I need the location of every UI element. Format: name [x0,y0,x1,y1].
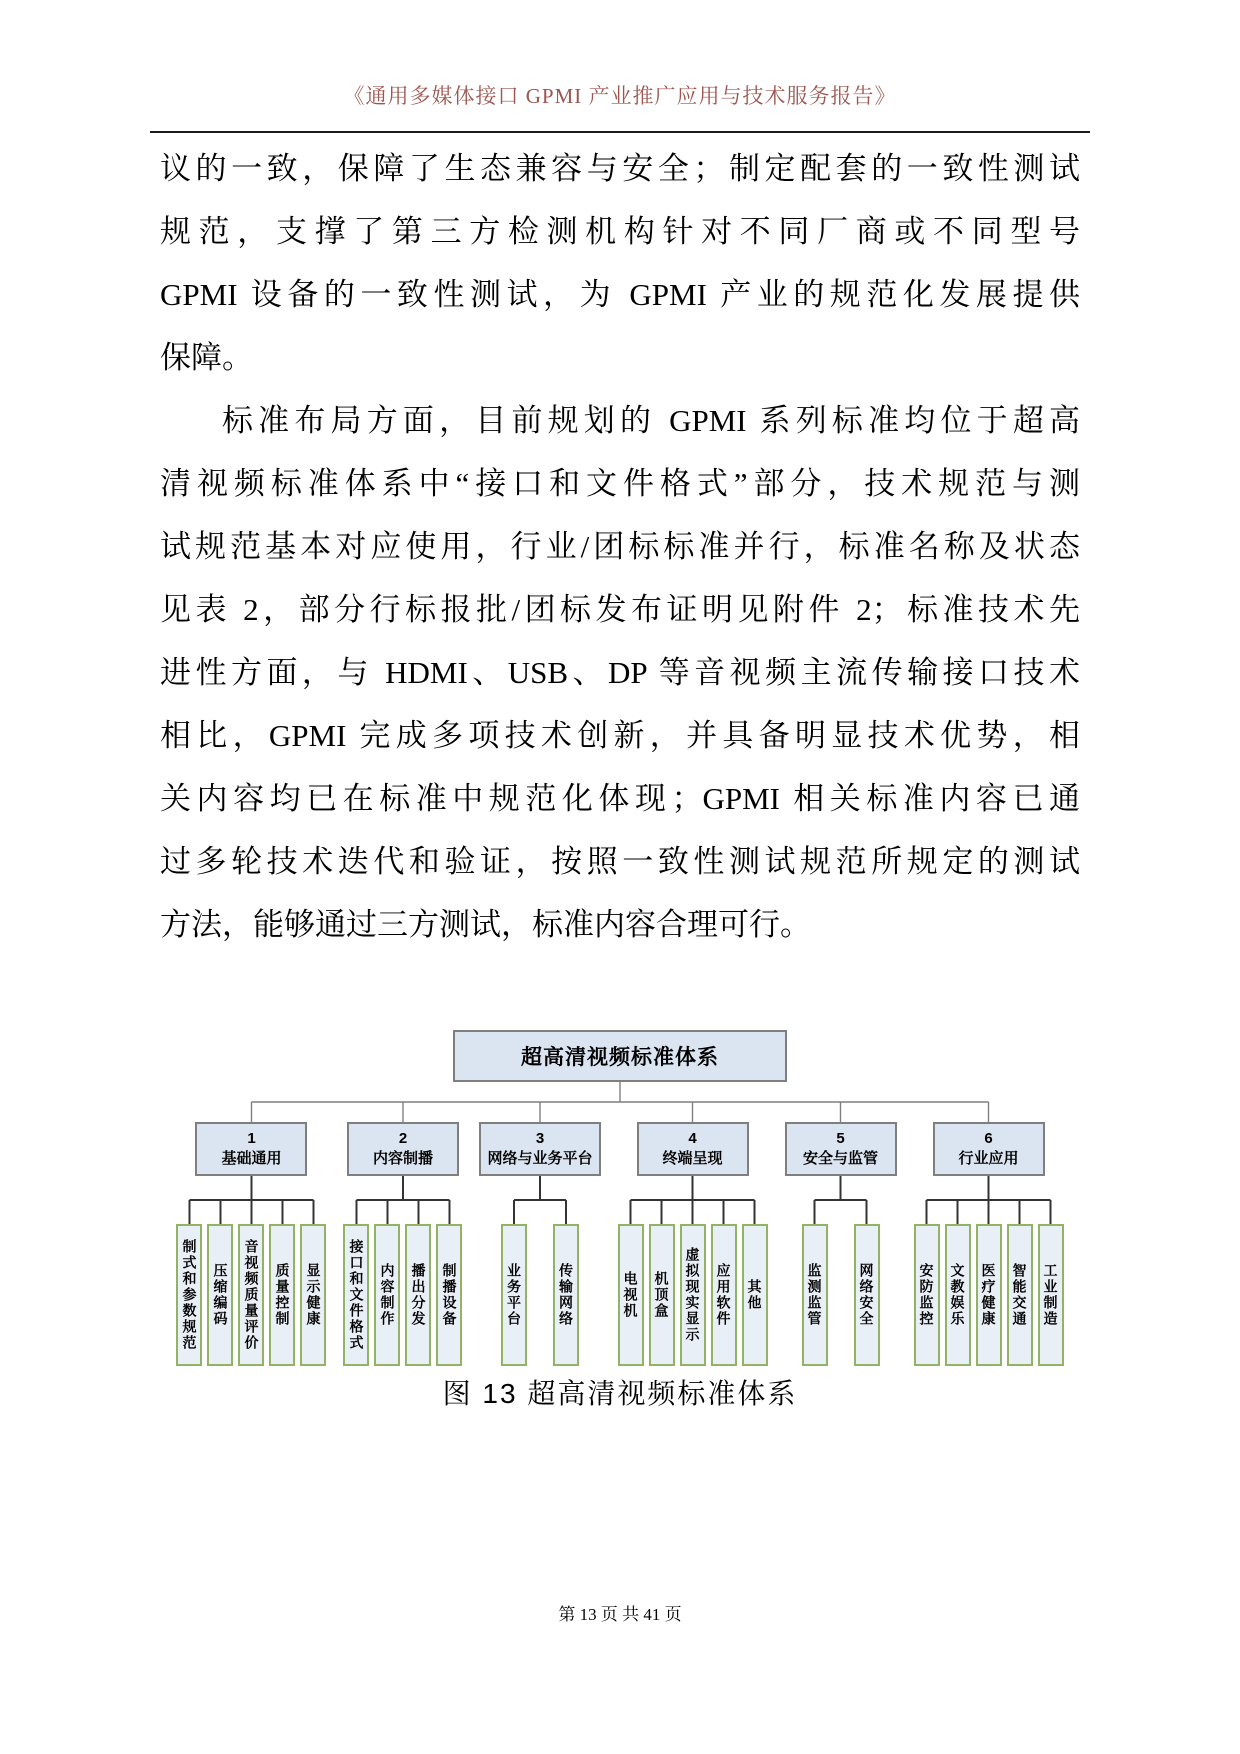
diagram-root-box: 超高清视频标准体系 [453,1030,787,1082]
diagram-category-box [637,1122,749,1176]
diagram-leaf-box: 传输网络 [553,1224,579,1366]
diagram-leaf-row [343,1224,462,1366]
diagram-leaf-box: 播出分发 [405,1224,431,1366]
diagram-leaf-box: 电视机 [618,1224,644,1366]
diagram-leaf-box: 显示健康 [300,1224,326,1366]
diagram-leaf-box: 监测监管 [802,1224,828,1366]
diagram-leaf-row [914,1224,1064,1366]
body-text-line: 方法，能够通过三方测试，标准内容合理可行。 [160,907,811,942]
category-label: 网络与业务平台 [487,1150,593,1167]
diagram-leaf-box: 制式和参数规范 [176,1224,202,1366]
diagram-leaf-box: 网络安全 [854,1224,880,1366]
diagram-category-box [195,1122,307,1176]
diagram-category-box [933,1122,1045,1176]
diagram-leaf-box: 压缩编码 [207,1224,233,1366]
diagram-leaf-box: 应用软件 [711,1224,737,1366]
category-label: 内容制播 [372,1150,433,1167]
diagram-leaf-box: 工业制造 [1038,1224,1064,1366]
diagram-groups [0,1122,1240,1366]
diagram-group [914,1122,1064,1366]
body-text-line: 保障。 [160,340,253,375]
category-number: 3 [535,1130,545,1147]
body-text-line: 标准布局方面，目前规划的 GPMI 系列标准均位于超高 [222,403,1080,438]
diagram-leaf-box: 医疗健康 [976,1224,1002,1366]
category-label: 基础通用 [221,1150,282,1167]
diagram-leaf-row [501,1224,579,1366]
diagram-leaf-box: 虚拟现实显示 [680,1224,706,1366]
diagram-leaf-box: 智能交通 [1007,1224,1033,1366]
category-number: 1 [247,1130,256,1147]
body-text-line: 规范，支撑了第三方检测机构针对不同厂商或不同型号 [160,214,1080,249]
diagram-group [176,1122,326,1366]
body-text-line: 见表 2，部分行标报批/团标发布证明见附件 2；标准技术先 [160,592,1080,627]
diagram-leaf-box: 安防监控 [914,1224,940,1366]
diagram-leaf-box: 制播设备 [436,1224,462,1366]
category-label: 安全与监管 [802,1150,878,1167]
body-text-line: 过多轮技术迭代和验证，按照一致性测试规范所规定的测试 [160,844,1080,879]
category-number: 5 [836,1130,845,1147]
header-title: 《通用多媒体接口 GPMI 产业推广应用与技术服务报告》 [343,84,897,108]
body-text-line: 相比，GPMI 完成多项技术创新，并具备明显技术优势，相 [160,718,1080,753]
diagram-leaf-box: 质量控制 [269,1224,295,1366]
category-number: 4 [688,1130,697,1147]
diagram-leaf-row [618,1224,768,1366]
diagram-leaf-box: 内容制作 [374,1224,400,1366]
body-text-line: 议的一致，保障了生态兼容与安全；制定配套的一致性测试 [160,151,1080,186]
diagram-leaf-box: 音视频质量评价 [238,1224,264,1366]
category-label: 行业应用 [958,1150,1019,1167]
body-text-line: GPMI 设备的一致性测试，为 GPMI 产业的规范化发展提供 [160,277,1080,312]
category-number: 6 [984,1130,993,1147]
diagram-leaf-box: 业务平台 [501,1224,527,1366]
body-text-line: 清视频标准体系中“接口和文件格式”部分，技术规范与测 [160,466,1080,501]
body-text-line: 关内容均已在标准中规范化体现；GPMI 相关标准内容已通 [160,781,1080,816]
diagram-category-box [785,1122,897,1176]
diagram-category-box [347,1122,459,1176]
body-text-line: 进性方面，与 HDMI、USB、DP 等音视频主流传输接口技术 [160,655,1080,690]
diagram [0,1030,1240,1375]
diagram-group [785,1122,897,1366]
diagram-leaf-box: 其他 [742,1224,768,1366]
body-text [160,137,1080,956]
diagram-group [618,1122,768,1366]
diagram-leaf-row [802,1224,880,1366]
body-lines [160,137,1080,956]
diagram-leaf-box: 接口和文件格式 [343,1224,369,1366]
diagram-group [343,1122,462,1366]
figure-caption: 图 13 超高清视频标准体系 [442,1378,798,1409]
diagram-group [479,1122,600,1366]
diagram-leaf-box: 机顶盒 [649,1224,675,1366]
header-rule [150,131,1090,133]
category-label: 终端呈现 [662,1150,723,1167]
diagram-category-box [479,1122,600,1176]
diagram-leaf-row [176,1224,326,1366]
diagram-leaf-box: 文教娱乐 [945,1224,971,1366]
page-footer: 第 13 页 共 41 页 [558,1605,682,1624]
category-number: 2 [398,1130,408,1147]
body-text-line: 试规范基本对应使用，行业/团标标准并行，标准名称及状态 [160,529,1080,564]
